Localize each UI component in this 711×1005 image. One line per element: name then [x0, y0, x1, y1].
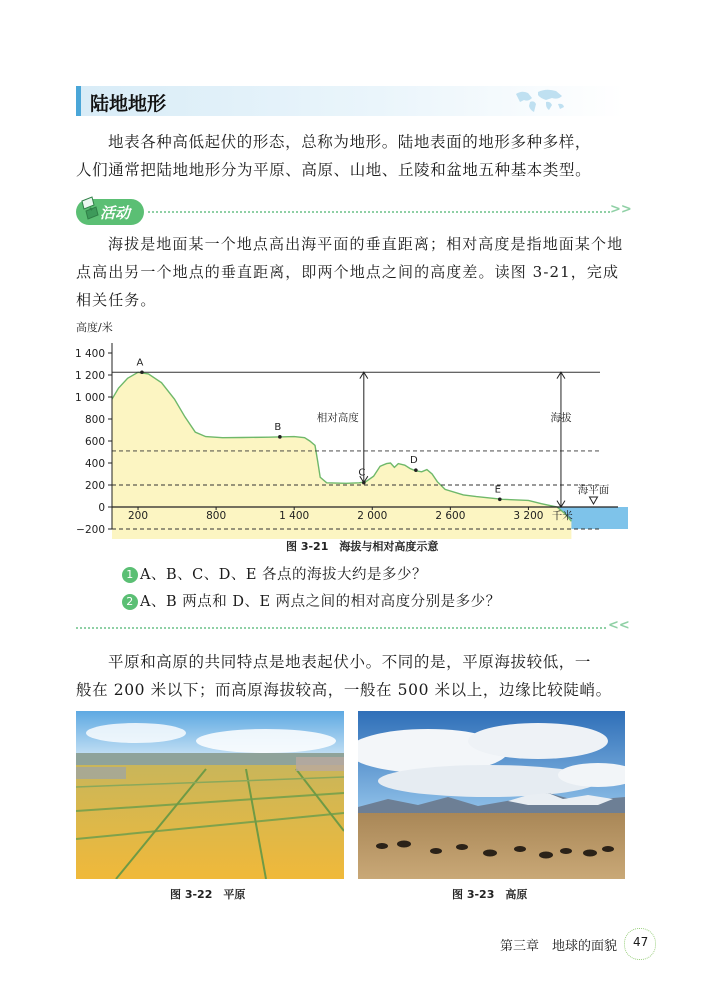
question-1-text: A、B、C、D、E 各点的海拔大约是多少？ [140, 567, 428, 583]
point-e [498, 498, 502, 502]
x-tick-label-0: 200 [128, 510, 149, 522]
activity-badge [76, 199, 144, 225]
section-title-bar [76, 86, 624, 116]
point-label-b: B [274, 421, 282, 433]
y-tick-label-3: 400 [84, 458, 105, 470]
y-tick-label-1: 0 [98, 502, 105, 514]
x-tick-label-5: 3 200 [513, 510, 544, 522]
y-tick-label-2: 200 [84, 480, 105, 492]
point-label-a: A [136, 357, 144, 369]
plain-text-1: 平原和高原的共同特点是地表起伏小。不同的是，平原海拔较低，一 [108, 653, 592, 671]
altitude-label: 海拔 [550, 412, 572, 425]
activity-text-2: 点高出另一个地点的垂直距离，即两个地点之间的高度差。读图 3-21，完成 [76, 263, 620, 281]
x-tick-label-2: 1 400 [279, 510, 310, 522]
x-tick-label-3: 2 000 [357, 510, 388, 522]
y-tick-label-7: 1 200 [74, 370, 105, 382]
relative-height-label: 相对高度 [316, 412, 359, 425]
page-number-badge [624, 928, 656, 960]
x-tick-label-1: 800 [206, 510, 227, 522]
point-label-e: E [494, 484, 501, 496]
point-label-c: C [358, 467, 366, 479]
section-title: 陆地地形 [90, 93, 167, 115]
y-axis-label: 高度/米 [76, 321, 113, 334]
question-1 [122, 563, 427, 584]
activity-label: 活动 [100, 204, 131, 222]
plain-photo [76, 711, 344, 879]
land-area [112, 372, 571, 539]
question-2-number: 2 [122, 594, 138, 610]
plain-text-2: 般在 200 米以下；而高原海拔较高，一般在 500 米以上，边缘比较陡峭。 [76, 681, 612, 699]
figure-3-23-caption: 图 3-23 高原 [452, 888, 528, 901]
page-number: 47 [633, 935, 649, 949]
activity-text-1: 海拔是地面某一个地点高出海平面的垂直距离；相对高度是指地面某个地 [108, 235, 624, 253]
y-tick-label-6: 1 000 [74, 392, 105, 404]
question-2 [122, 590, 501, 611]
intro-line-1: 地表各种高低起伏的形态，总称为地形。陆地表面的地形多种多样， [108, 133, 592, 151]
elevation-profile-chart [70, 316, 630, 540]
point-a [140, 370, 144, 374]
activity-arrows-left: << [608, 618, 630, 633]
figure-3-21-caption: 图 3-21 海拔与相对高度示意 [286, 540, 439, 553]
satellite-icon [78, 195, 102, 225]
y-tick-label-5: 800 [84, 414, 105, 426]
figure-3-22-caption: 图 3-22 平原 [170, 888, 246, 901]
point-label-d: D [410, 455, 418, 467]
y-tick-label-0: −200 [76, 524, 105, 536]
sea-level-marker [589, 497, 597, 504]
footer-chapter: 第三章 地球的面貌 [500, 939, 618, 954]
x-tick-label-4: 2 600 [435, 510, 466, 522]
plateau-photo [358, 711, 625, 879]
intro-line-2: 人们通常把陆地地形分为平原、高原、山地、丘陵和盆地五种基本类型。 [76, 161, 592, 179]
activity-text-3: 相关任务。 [76, 291, 157, 309]
title-stripe [76, 86, 81, 116]
activity-divider-bottom [76, 627, 606, 629]
y-tick-label-4: 600 [84, 436, 105, 448]
world-map-icon [512, 86, 568, 114]
activity-arrows-right: >> [610, 202, 632, 217]
y-tick-label-8: 1 400 [74, 348, 105, 360]
x-unit-label: 千米 [551, 510, 573, 522]
activity-divider-top [148, 211, 610, 213]
point-d [414, 468, 418, 472]
sea-level-label: 海平面 [577, 484, 610, 496]
question-2-text: A、B 两点和 D、E 两点之间的相对高度分别是多少？ [140, 594, 501, 610]
point-b [278, 435, 282, 439]
question-1-number: 1 [122, 567, 138, 583]
